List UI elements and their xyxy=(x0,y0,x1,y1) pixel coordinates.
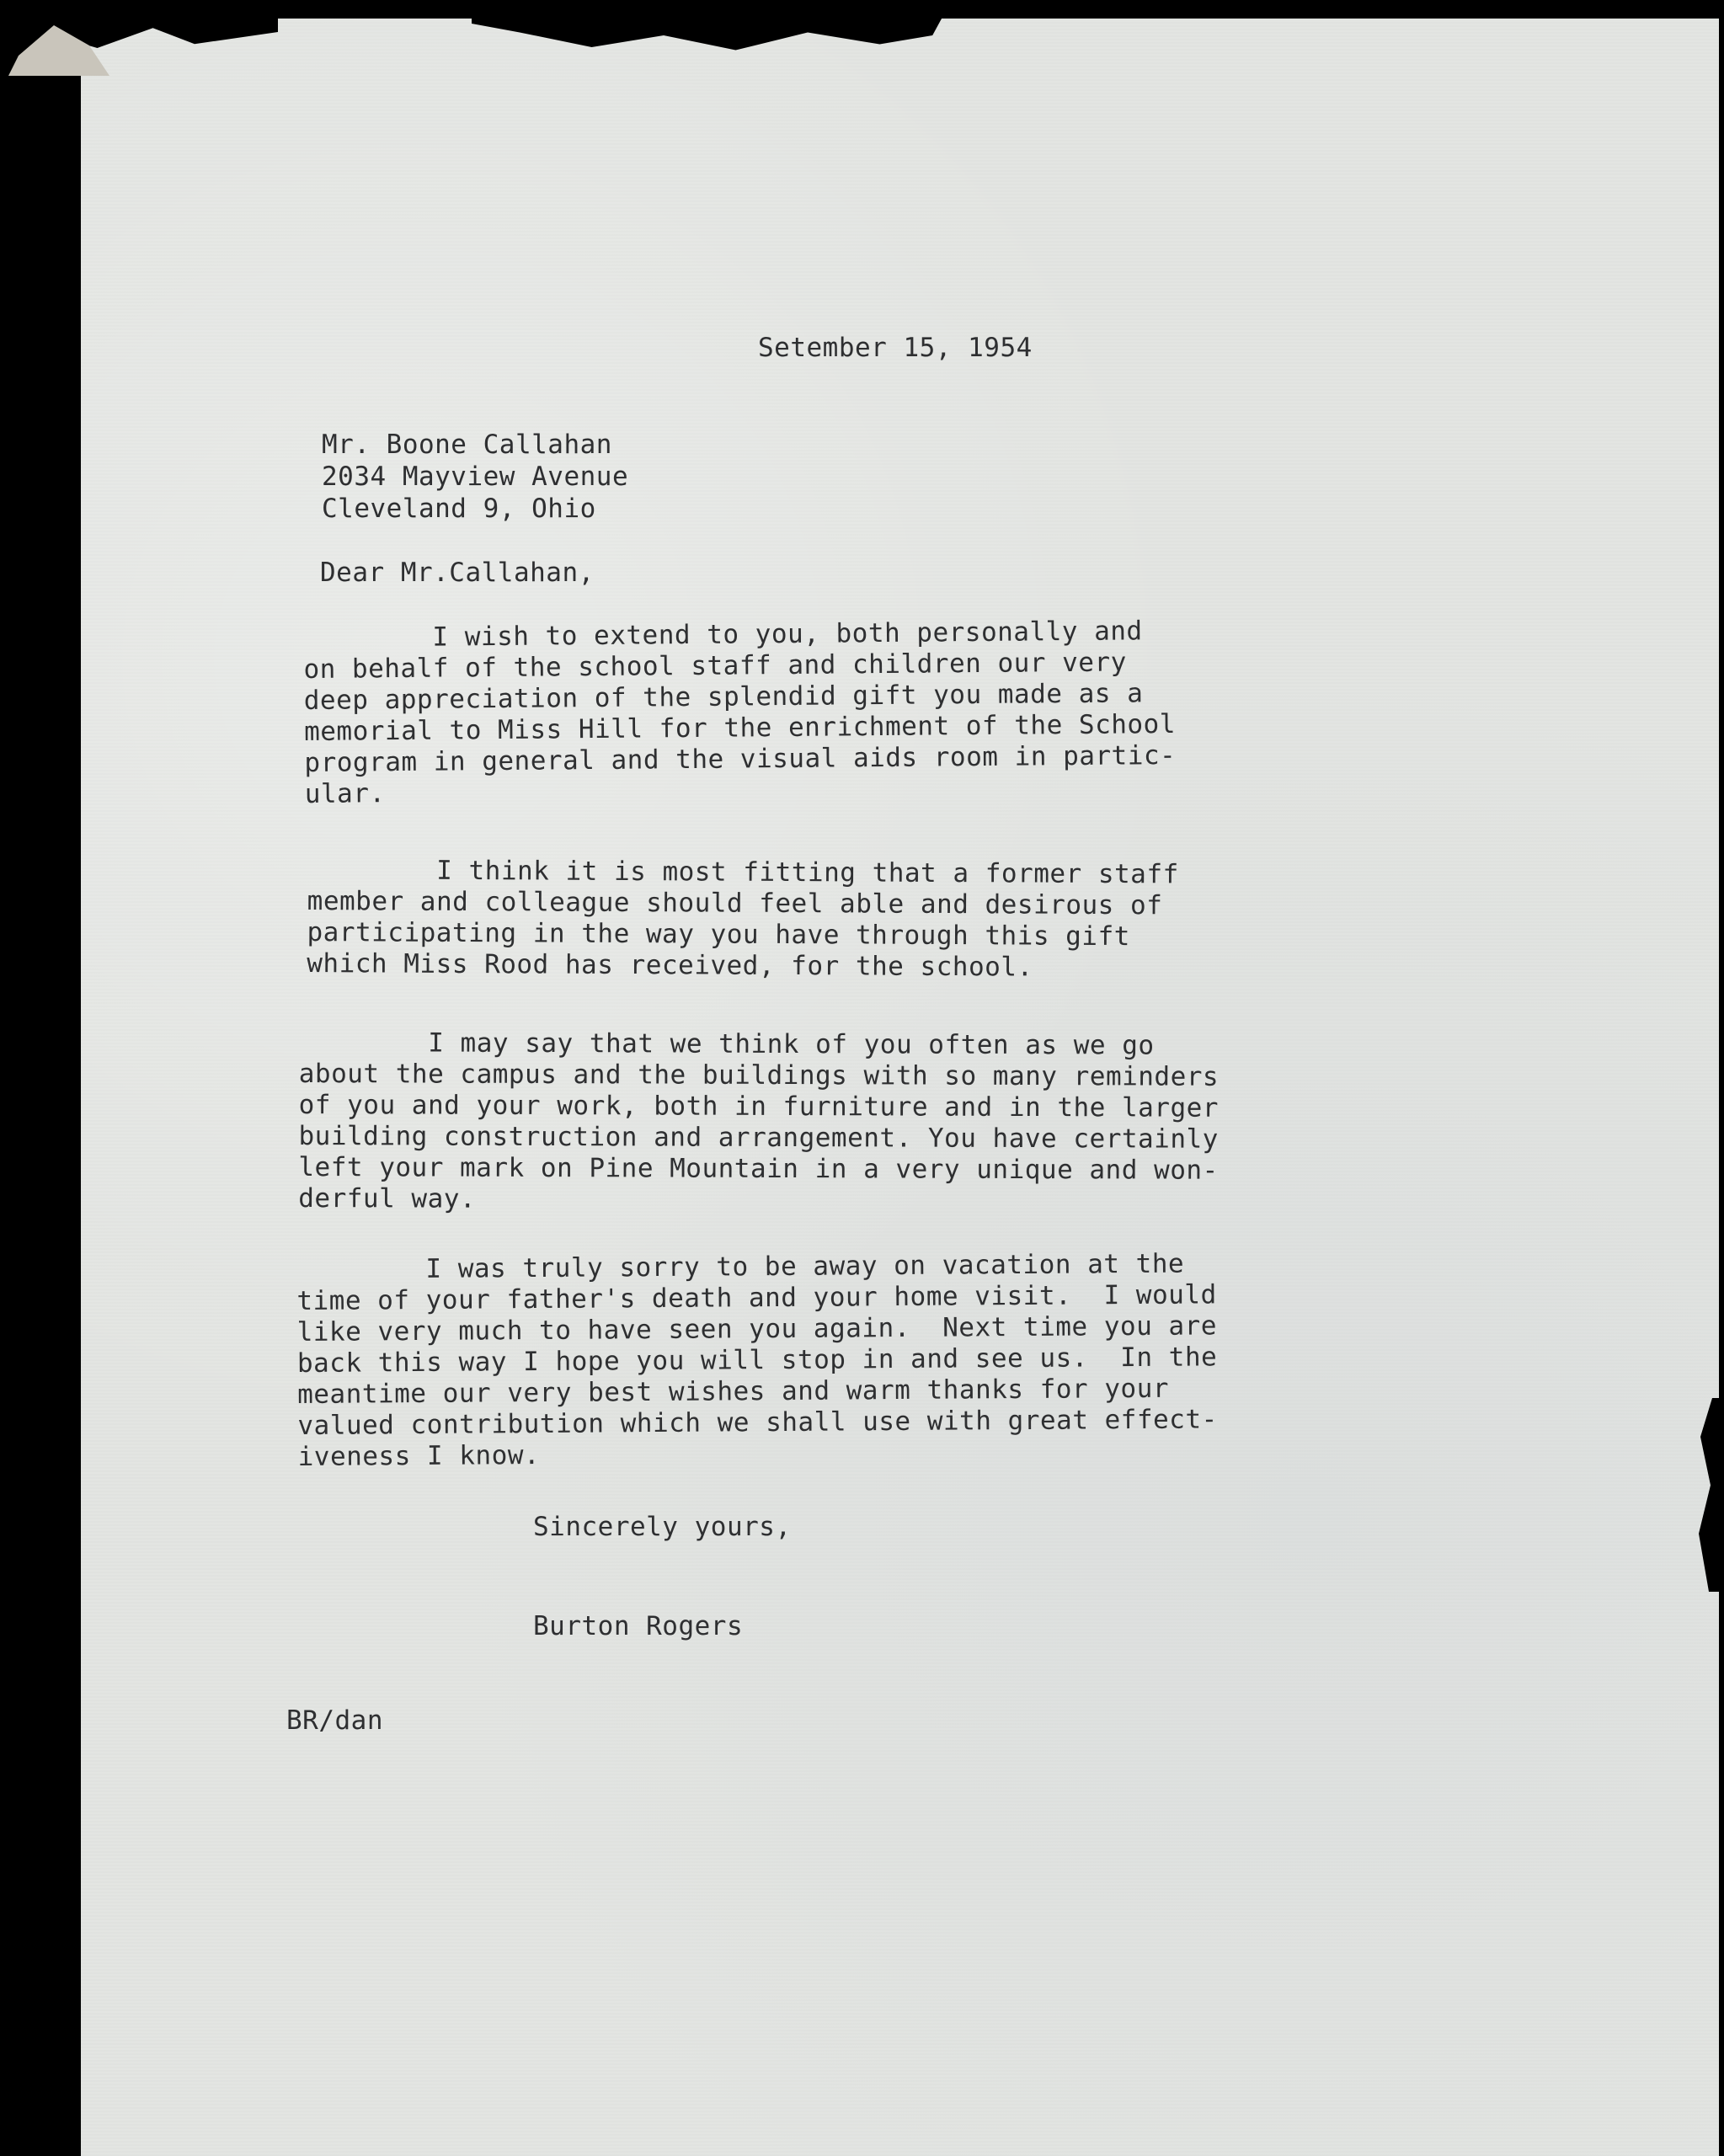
paragraph-line: about the campus and the buildings with so many reminders xyxy=(298,1058,1220,1092)
signature-name: Burton Rogers xyxy=(533,1611,744,1641)
recipient-city: Cleveland 9, Ohio xyxy=(322,494,596,524)
paragraph-line: I was truly sorry to be away on vacation at the xyxy=(296,1248,1185,1285)
typist-initials: BR/dan xyxy=(286,1705,383,1736)
paragraph-4 xyxy=(296,1248,1233,1473)
paragraph-line: on behalf of the school staff and children our very xyxy=(303,647,1127,685)
salutation: Dear Mr.Callahan, xyxy=(320,558,595,588)
paragraph-line: valued contribution which we shall use with great effect- xyxy=(297,1404,1218,1441)
paragraph-3 xyxy=(298,1027,1234,1218)
paragraph-line: deep appreciation of the splendid gift you made as a xyxy=(303,678,1144,716)
paragraph-line: which Miss Rood has received, for the school. xyxy=(307,947,1033,983)
paragraph-line: I wish to extend to you, both personally and xyxy=(303,616,1143,654)
paragraph-line: meantime our very best wishes and warm thanks for your xyxy=(297,1373,1170,1410)
paragraph-line: memorial to Miss Hill for the enrichment of the School xyxy=(303,708,1177,747)
paragraph-2 xyxy=(307,855,1242,985)
closing: Sincerely yours, xyxy=(533,1512,792,1542)
paragraph-line: iveness I know. xyxy=(297,1439,541,1472)
paragraph-line: I may say that we think of you often as we go xyxy=(298,1027,1155,1061)
recipient-street: 2034 Mayview Avenue xyxy=(322,462,629,492)
paragraph-line: member and colleague should feel able and desirous of xyxy=(307,885,1163,921)
paragraph-line: program in general and the visual aids room in partic- xyxy=(304,739,1177,778)
paragraph-1 xyxy=(303,615,1240,810)
paragraph-line: participating in the way you have through this gift xyxy=(307,916,1130,953)
paragraph-line: building construction and arrangement. You have certainly xyxy=(298,1120,1219,1155)
letter-date: Setember 15, 1954 xyxy=(758,333,1033,363)
paragraph-line: I think it is most fitting that a former staff xyxy=(307,855,1179,890)
paragraph-line: time of your father's death and your home visit. I would xyxy=(296,1279,1217,1316)
paragraph-line: derful way. xyxy=(298,1182,477,1214)
paragraph-line: ular. xyxy=(304,778,386,809)
recipient-name: Mr. Boone Callahan xyxy=(322,430,612,460)
paragraph-line: like very much to have seen you again. Next time you are xyxy=(296,1310,1218,1348)
paragraph-line: left your mark on Pine Mountain in a very unique and won- xyxy=(298,1151,1219,1186)
paragraph-line: back this way I hope you will stop in and see us. In the xyxy=(296,1342,1218,1379)
paragraph-line: of you and your work, both in furniture and in the larger xyxy=(298,1089,1220,1123)
